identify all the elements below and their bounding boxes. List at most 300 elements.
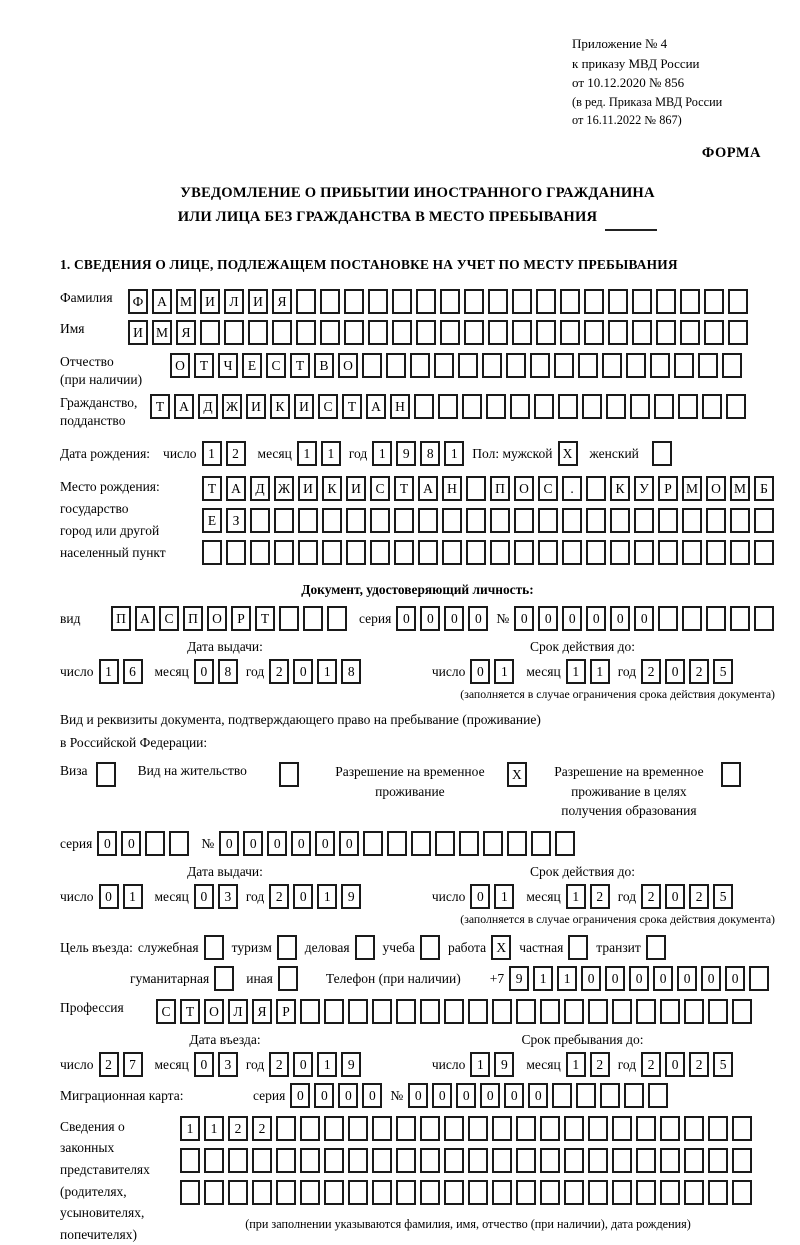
- cell[interactable]: [440, 289, 460, 314]
- cell[interactable]: Т: [394, 476, 414, 501]
- cell[interactable]: [372, 1180, 392, 1205]
- cell[interactable]: [534, 394, 554, 419]
- cell[interactable]: [728, 289, 748, 314]
- representatives-row1-cells[interactable]: [180, 1116, 756, 1141]
- cell[interactable]: [204, 1148, 224, 1173]
- cell[interactable]: [483, 831, 503, 856]
- cell[interactable]: [562, 540, 582, 565]
- cell[interactable]: 1: [180, 1116, 200, 1141]
- cell[interactable]: О: [338, 353, 358, 378]
- cell[interactable]: 2: [269, 1052, 289, 1077]
- cell[interactable]: 1: [317, 884, 337, 909]
- cell[interactable]: [444, 1148, 464, 1173]
- cell[interactable]: [468, 999, 488, 1024]
- cell[interactable]: [370, 508, 390, 533]
- cell[interactable]: 0: [480, 1083, 500, 1108]
- cell[interactable]: [396, 999, 416, 1024]
- cell[interactable]: [678, 394, 698, 419]
- cell[interactable]: А: [226, 476, 246, 501]
- cell[interactable]: [228, 1148, 248, 1173]
- cell[interactable]: [274, 508, 294, 533]
- cell[interactable]: [320, 289, 340, 314]
- cell[interactable]: [732, 1180, 752, 1205]
- cell[interactable]: Н: [442, 476, 462, 501]
- cell[interactable]: [420, 1148, 440, 1173]
- cell[interactable]: 0: [725, 966, 745, 991]
- cell[interactable]: [602, 353, 622, 378]
- cell[interactable]: [363, 831, 383, 856]
- cell[interactable]: [324, 1180, 344, 1205]
- residence-number-cells[interactable]: [219, 831, 575, 856]
- cell[interactable]: [612, 1116, 632, 1141]
- cell[interactable]: [488, 320, 508, 345]
- cell[interactable]: [636, 1148, 656, 1173]
- cell[interactable]: [626, 353, 646, 378]
- cell[interactable]: [636, 1116, 656, 1141]
- cell[interactable]: О: [204, 999, 224, 1024]
- cell[interactable]: [279, 606, 299, 631]
- cell[interactable]: 0: [194, 1052, 214, 1077]
- cell[interactable]: [658, 606, 678, 631]
- cell[interactable]: Т: [180, 999, 200, 1024]
- cell[interactable]: [538, 508, 558, 533]
- cell[interactable]: [564, 1116, 584, 1141]
- cell[interactable]: [656, 289, 676, 314]
- cell[interactable]: [660, 999, 680, 1024]
- cell[interactable]: [698, 353, 718, 378]
- residence-issue-month-cells[interactable]: [194, 884, 238, 909]
- cell[interactable]: [459, 831, 479, 856]
- cell[interactable]: [276, 1180, 296, 1205]
- cell[interactable]: Ж: [222, 394, 242, 419]
- cell[interactable]: [444, 999, 464, 1024]
- migration-series-cells[interactable]: [290, 1083, 382, 1108]
- cell[interactable]: А: [418, 476, 438, 501]
- cell[interactable]: [512, 320, 532, 345]
- cell[interactable]: Р: [658, 476, 678, 501]
- cell[interactable]: [411, 831, 431, 856]
- cell[interactable]: Т: [255, 606, 275, 631]
- cell[interactable]: 2: [641, 659, 661, 684]
- cell[interactable]: Ж: [274, 476, 294, 501]
- cell[interactable]: [531, 831, 551, 856]
- cell[interactable]: [410, 353, 430, 378]
- cell[interactable]: [462, 394, 482, 419]
- cell[interactable]: [346, 508, 366, 533]
- cell[interactable]: [492, 1148, 512, 1173]
- cell[interactable]: З: [226, 508, 246, 533]
- cell[interactable]: [588, 1148, 608, 1173]
- cell[interactable]: [324, 1116, 344, 1141]
- doc-type-cells[interactable]: [111, 606, 347, 631]
- cell[interactable]: 0: [293, 884, 313, 909]
- checkbox-female[interactable]: [652, 441, 672, 466]
- surname-cells[interactable]: [128, 289, 748, 314]
- cell[interactable]: 0: [665, 1052, 685, 1077]
- cell[interactable]: 0: [194, 884, 214, 909]
- cell[interactable]: 2: [689, 884, 709, 909]
- cell[interactable]: 0: [468, 606, 488, 631]
- cell[interactable]: [658, 540, 678, 565]
- cell[interactable]: [514, 508, 534, 533]
- entry-day-cells[interactable]: [99, 1052, 143, 1077]
- cell[interactable]: М: [730, 476, 750, 501]
- cell[interactable]: [658, 508, 678, 533]
- cell[interactable]: 2: [228, 1116, 248, 1141]
- cell[interactable]: [396, 1116, 416, 1141]
- cell[interactable]: [754, 508, 774, 533]
- cell[interactable]: 0: [581, 966, 601, 991]
- cell[interactable]: [680, 289, 700, 314]
- birth-month-cells[interactable]: [297, 441, 341, 466]
- cell[interactable]: [394, 508, 414, 533]
- cell[interactable]: [394, 540, 414, 565]
- cell[interactable]: 0: [514, 606, 534, 631]
- cell[interactable]: 0: [97, 831, 117, 856]
- cell[interactable]: [732, 999, 752, 1024]
- cell[interactable]: [682, 540, 702, 565]
- cell[interactable]: [516, 1148, 536, 1173]
- cell[interactable]: 0: [605, 966, 625, 991]
- cell[interactable]: [298, 508, 318, 533]
- identity-issue-day-cells[interactable]: [99, 659, 143, 684]
- cell[interactable]: [418, 540, 438, 565]
- cell[interactable]: [272, 320, 292, 345]
- cell[interactable]: [560, 289, 580, 314]
- cell[interactable]: 0: [456, 1083, 476, 1108]
- cell[interactable]: В: [314, 353, 334, 378]
- cell[interactable]: [654, 394, 674, 419]
- cell[interactable]: И: [246, 394, 266, 419]
- cell[interactable]: [490, 508, 510, 533]
- cell[interactable]: 8: [341, 659, 361, 684]
- cell[interactable]: [368, 320, 388, 345]
- cell[interactable]: [632, 320, 652, 345]
- cell[interactable]: [303, 606, 323, 631]
- cell[interactable]: [492, 999, 512, 1024]
- cell[interactable]: [180, 1148, 200, 1173]
- residence-issue-year-cells[interactable]: [269, 884, 361, 909]
- cell[interactable]: Я: [176, 320, 196, 345]
- cell[interactable]: Ф: [128, 289, 148, 314]
- cell[interactable]: П: [111, 606, 131, 631]
- cell[interactable]: 0: [293, 659, 313, 684]
- cell[interactable]: [510, 394, 530, 419]
- cell[interactable]: [514, 540, 534, 565]
- cell[interactable]: Е: [242, 353, 262, 378]
- cell[interactable]: 1: [566, 1052, 586, 1077]
- cell[interactable]: [578, 353, 598, 378]
- cell[interactable]: 0: [243, 831, 263, 856]
- cell[interactable]: П: [490, 476, 510, 501]
- cell[interactable]: 0: [444, 606, 464, 631]
- cell[interactable]: [490, 540, 510, 565]
- cell[interactable]: 0: [99, 884, 119, 909]
- cell[interactable]: [224, 320, 244, 345]
- cell[interactable]: [576, 1083, 596, 1108]
- cell[interactable]: С: [318, 394, 338, 419]
- cell[interactable]: 0: [470, 659, 490, 684]
- cell[interactable]: [300, 1180, 320, 1205]
- cell[interactable]: [612, 999, 632, 1024]
- cell[interactable]: [418, 508, 438, 533]
- cell[interactable]: [327, 606, 347, 631]
- cell[interactable]: С: [156, 999, 176, 1024]
- cell[interactable]: [372, 1116, 392, 1141]
- cell[interactable]: [558, 394, 578, 419]
- cell[interactable]: [540, 1148, 560, 1173]
- checkbox-humanitarian[interactable]: [214, 966, 234, 991]
- cell[interactable]: 1: [444, 441, 464, 466]
- cell[interactable]: [749, 966, 769, 991]
- cell[interactable]: 0: [634, 606, 654, 631]
- cell[interactable]: 0: [219, 831, 239, 856]
- cell[interactable]: [730, 508, 750, 533]
- cell[interactable]: 3: [218, 884, 238, 909]
- cell[interactable]: [660, 1116, 680, 1141]
- cell[interactable]: [708, 1116, 728, 1141]
- cell[interactable]: 1: [123, 884, 143, 909]
- cell[interactable]: 8: [218, 659, 238, 684]
- migration-number-cells[interactable]: [408, 1083, 668, 1108]
- citizenship-cells[interactable]: [150, 394, 746, 419]
- cell[interactable]: [634, 540, 654, 565]
- cell[interactable]: [392, 320, 412, 345]
- cell[interactable]: 0: [586, 606, 606, 631]
- cell[interactable]: [276, 1148, 296, 1173]
- cell[interactable]: [486, 394, 506, 419]
- checkbox-official[interactable]: [204, 935, 224, 960]
- cell[interactable]: [682, 606, 702, 631]
- cell[interactable]: Л: [224, 289, 244, 314]
- cell[interactable]: 2: [252, 1116, 272, 1141]
- cell[interactable]: [466, 540, 486, 565]
- cell[interactable]: [536, 289, 556, 314]
- cell[interactable]: [608, 289, 628, 314]
- checkbox-other[interactable]: [278, 966, 298, 991]
- cell[interactable]: [396, 1180, 416, 1205]
- cell[interactable]: С: [370, 476, 390, 501]
- cell[interactable]: [344, 320, 364, 345]
- cell[interactable]: А: [366, 394, 386, 419]
- cell[interactable]: 9: [341, 884, 361, 909]
- cell[interactable]: [180, 1180, 200, 1205]
- cell[interactable]: К: [270, 394, 290, 419]
- cell[interactable]: Т: [194, 353, 214, 378]
- cell[interactable]: [564, 1148, 584, 1173]
- cell[interactable]: О: [207, 606, 227, 631]
- cell[interactable]: 0: [314, 1083, 334, 1108]
- cell[interactable]: [704, 289, 724, 314]
- cell[interactable]: 1: [566, 659, 586, 684]
- cell[interactable]: 0: [267, 831, 287, 856]
- cell[interactable]: [300, 1148, 320, 1173]
- cell[interactable]: 5: [713, 884, 733, 909]
- cell[interactable]: [588, 999, 608, 1024]
- cell[interactable]: [584, 289, 604, 314]
- cell[interactable]: [648, 1083, 668, 1108]
- cell[interactable]: [435, 831, 455, 856]
- cell[interactable]: [684, 1148, 704, 1173]
- cell[interactable]: [636, 999, 656, 1024]
- checkbox-tourism[interactable]: [277, 935, 297, 960]
- cell[interactable]: [732, 1148, 752, 1173]
- cell[interactable]: И: [200, 289, 220, 314]
- cell[interactable]: 2: [689, 659, 709, 684]
- cell[interactable]: М: [176, 289, 196, 314]
- cell[interactable]: 1: [204, 1116, 224, 1141]
- cell[interactable]: [344, 289, 364, 314]
- cell[interactable]: [444, 1116, 464, 1141]
- cell[interactable]: [442, 540, 462, 565]
- cell[interactable]: 1: [202, 441, 222, 466]
- cell[interactable]: [468, 1148, 488, 1173]
- cell[interactable]: 1: [317, 659, 337, 684]
- cell[interactable]: [630, 394, 650, 419]
- cell[interactable]: [322, 540, 342, 565]
- cell[interactable]: [420, 1116, 440, 1141]
- cell[interactable]: 0: [504, 1083, 524, 1108]
- cell[interactable]: 2: [689, 1052, 709, 1077]
- cell[interactable]: [516, 1116, 536, 1141]
- cell[interactable]: [530, 353, 550, 378]
- cell[interactable]: О: [514, 476, 534, 501]
- cell[interactable]: 0: [538, 606, 558, 631]
- cell[interactable]: Б: [754, 476, 774, 501]
- cell[interactable]: Н: [390, 394, 410, 419]
- cell[interactable]: [632, 289, 652, 314]
- cell[interactable]: 0: [339, 831, 359, 856]
- identity-valid-day-cells[interactable]: [470, 659, 514, 684]
- cell[interactable]: 0: [293, 1052, 313, 1077]
- cell[interactable]: [320, 320, 340, 345]
- cell[interactable]: [348, 999, 368, 1024]
- cell[interactable]: [298, 540, 318, 565]
- cell[interactable]: [564, 999, 584, 1024]
- cell[interactable]: [732, 1116, 752, 1141]
- birth-place-row1-cells[interactable]: [202, 476, 774, 501]
- cell[interactable]: И: [248, 289, 268, 314]
- checkbox-temp-residence-education[interactable]: [721, 762, 741, 787]
- cell[interactable]: [612, 1180, 632, 1205]
- cell[interactable]: Т: [202, 476, 222, 501]
- cell[interactable]: [416, 289, 436, 314]
- cell[interactable]: [586, 508, 606, 533]
- cell[interactable]: [722, 353, 742, 378]
- cell[interactable]: [420, 999, 440, 1024]
- cell[interactable]: Р: [276, 999, 296, 1024]
- cell[interactable]: 0: [528, 1083, 548, 1108]
- cell[interactable]: 9: [509, 966, 529, 991]
- stay-month-cells[interactable]: [566, 1052, 610, 1077]
- cell[interactable]: 9: [396, 441, 416, 466]
- cell[interactable]: [387, 831, 407, 856]
- cell[interactable]: [708, 1148, 728, 1173]
- cell[interactable]: [730, 540, 750, 565]
- cell[interactable]: [754, 606, 774, 631]
- cell[interactable]: [684, 1180, 704, 1205]
- cell[interactable]: 1: [99, 659, 119, 684]
- cell[interactable]: [506, 353, 526, 378]
- cell[interactable]: 7: [123, 1052, 143, 1077]
- cell[interactable]: [582, 394, 602, 419]
- cell[interactable]: [706, 606, 726, 631]
- identity-valid-month-cells[interactable]: [566, 659, 610, 684]
- cell[interactable]: [226, 540, 246, 565]
- cell[interactable]: [464, 320, 484, 345]
- cell[interactable]: [564, 1180, 584, 1205]
- cell[interactable]: [434, 353, 454, 378]
- cell[interactable]: [562, 508, 582, 533]
- cell[interactable]: 0: [290, 1083, 310, 1108]
- cell[interactable]: Д: [198, 394, 218, 419]
- cell[interactable]: [588, 1116, 608, 1141]
- cell[interactable]: [248, 320, 268, 345]
- cell[interactable]: 2: [226, 441, 246, 466]
- cell[interactable]: [540, 1116, 560, 1141]
- cell[interactable]: 9: [494, 1052, 514, 1077]
- cell[interactable]: [588, 1180, 608, 1205]
- cell[interactable]: [708, 1180, 728, 1205]
- cell[interactable]: [392, 289, 412, 314]
- cell[interactable]: [204, 1180, 224, 1205]
- cell[interactable]: [610, 540, 630, 565]
- cell[interactable]: [636, 1180, 656, 1205]
- cell[interactable]: [348, 1180, 368, 1205]
- cell[interactable]: 2: [269, 884, 289, 909]
- cell[interactable]: 0: [362, 1083, 382, 1108]
- cell[interactable]: 0: [121, 831, 141, 856]
- birth-place-row2-cells[interactable]: [202, 508, 774, 533]
- cell[interactable]: [702, 394, 722, 419]
- cell[interactable]: [438, 394, 458, 419]
- cell[interactable]: 2: [641, 1052, 661, 1077]
- cell[interactable]: 0: [315, 831, 335, 856]
- cell[interactable]: [708, 999, 728, 1024]
- cell[interactable]: [276, 1116, 296, 1141]
- cell[interactable]: [322, 508, 342, 533]
- cell[interactable]: М: [152, 320, 172, 345]
- cell[interactable]: [440, 320, 460, 345]
- cell[interactable]: [650, 353, 670, 378]
- cell[interactable]: Т: [150, 394, 170, 419]
- stay-day-cells[interactable]: [470, 1052, 514, 1077]
- patronymic-cells[interactable]: [170, 353, 742, 378]
- cell[interactable]: [680, 320, 700, 345]
- cell[interactable]: [324, 999, 344, 1024]
- cell[interactable]: [682, 508, 702, 533]
- cell[interactable]: [704, 320, 724, 345]
- cell[interactable]: 3: [218, 1052, 238, 1077]
- cell[interactable]: [656, 320, 676, 345]
- cell[interactable]: [726, 394, 746, 419]
- cell[interactable]: 6: [123, 659, 143, 684]
- cell[interactable]: [444, 1180, 464, 1205]
- cell[interactable]: [674, 353, 694, 378]
- cell[interactable]: 2: [641, 884, 661, 909]
- cell[interactable]: [552, 1083, 572, 1108]
- cell[interactable]: А: [152, 289, 172, 314]
- cell[interactable]: [442, 508, 462, 533]
- cell[interactable]: 0: [291, 831, 311, 856]
- cell[interactable]: [200, 320, 220, 345]
- cell[interactable]: 8: [420, 441, 440, 466]
- entry-year-cells[interactable]: [269, 1052, 361, 1077]
- cell[interactable]: [660, 1148, 680, 1173]
- cell[interactable]: 5: [713, 659, 733, 684]
- cell[interactable]: [584, 320, 604, 345]
- cell[interactable]: 1: [566, 884, 586, 909]
